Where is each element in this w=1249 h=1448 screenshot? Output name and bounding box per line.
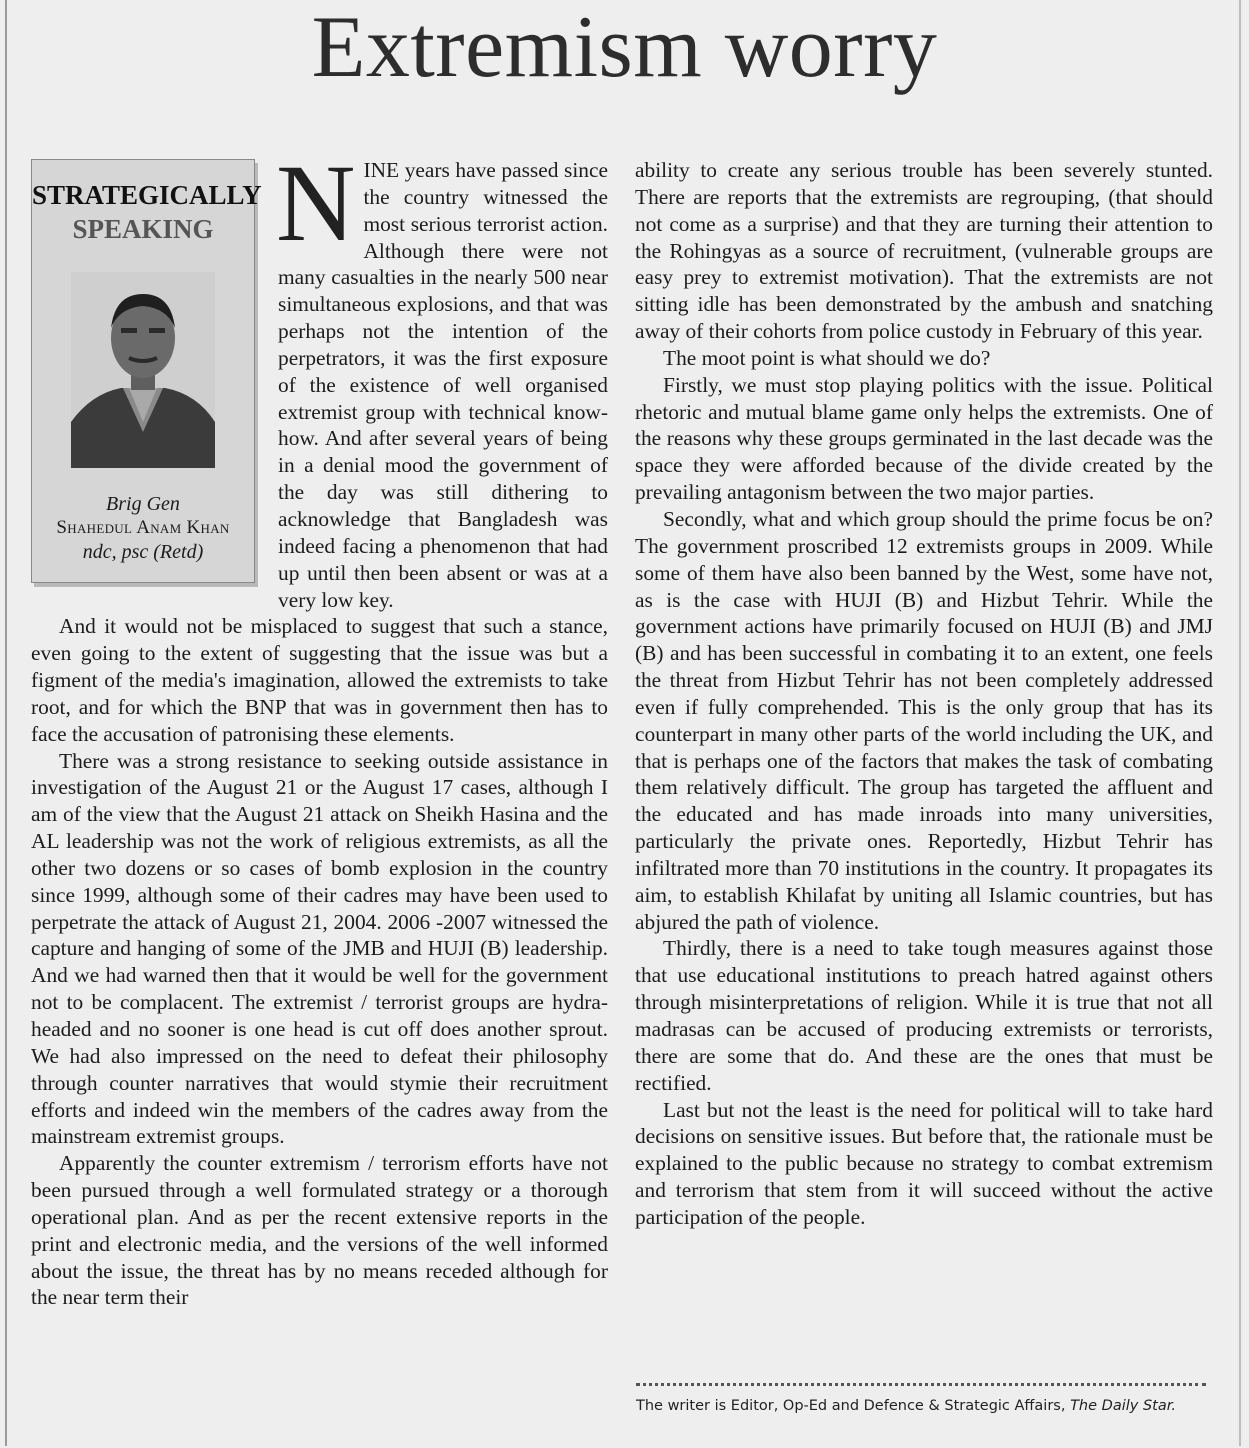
article-column-right (635, 157, 1213, 1231)
author-portrait-image (71, 272, 215, 468)
headline: Extremism worry (311, 0, 938, 96)
author-block (32, 492, 254, 564)
author-qualifications: ndc, psc (Retd) (82, 541, 204, 563)
author-rank: Brig Gen (106, 493, 180, 515)
column-name (32, 178, 262, 246)
column-name-line1: STRATEGICALLY (32, 180, 262, 210)
paragraph-4-continued: ability to create any serious trouble has been severely stunted. There are reports that the extremists are regrouping, (that should not come as a surprise) and that they are turning their attention to the Rohingyas as a source of recruitment, (vulnerable groups are easy prey to extremist motivation). That the extremists are not sitting idle has been demonstrated by the ambush and snatching away of their cohorts from police custody in February of this year. (635, 158, 1213, 344)
article-column-left (31, 142, 608, 1311)
writer-note-text: The writer is Editor, Op-Ed and Defence & Strategic Affairs, (636, 1398, 1066, 1414)
footer-dotted-divider (636, 1383, 1206, 1386)
paragraph-8: Thirdly, there is a need to take tough measures against those that use educational institutions to preach hatred against others through misinterpretations of religion. While it is true that not all madrasas can be accused of producing extremists or terrorists, there are some that do. And these are the ones that must be rectified. (635, 936, 1213, 1095)
paragraph-3: There was a strong resistance to seeking outside assistance in investigation of the August 21 or the August 17 cases, although I am of the view that the August 21 attack on Sheikh Hasina and the AL leadership was not the work of religious extremists, as all the other two dozens or so cases of bomb explosion in the country since 1999, although some of their cadres may have been used to perpetrate the attack of August 21, 2004. 2006 -2007 witnessed the capture and hanging of some of the JMB and HUJI (B) leadership. And we had warned then that it would be well for the government not to be complacent. The extremist / terrorist groups are hydra-headed and no sooner is one head is cut off does another sprout. We had also impressed on the need to defeat their philosophy through counter narratives that would stymie their recruitment efforts and indeed win the members of the cadres away from the mainstream extremist groups. (31, 748, 608, 1149)
paragraph-9: Last but not the least is the need for political will to take hard decisions on sensitive issues. But before that, the rationale must be explained to the public because no strategy to combat extremism and terrorism that stem from it will succeed without the active participation of the people. (635, 1097, 1213, 1229)
paragraph-1-text: INE years have passed since the country witnessed the most serious terrorist action. Although there were not many casualties in the nearly 500 near simultaneous explosions, and that was perhaps not the intention of the perpetrators, it was the first exposure of the existence of well organised extremist group with technical know-how. And after several years of being in a denial mood the government of the day was still dithering to acknowledge that Bangladesh was indeed facing a phenomenon that had up until then been absent or was at a very low key. (278, 158, 608, 612)
publication-name: The Daily Star. (1070, 1398, 1176, 1414)
writer-note (636, 1396, 1216, 1416)
author-name: Shahedul Anam Khan (56, 517, 230, 538)
paragraph-2: And it would not be misplaced to suggest that such a stance, even going to the extent of suggesting that the issue was but a figment of the media's imagination, allowed the extremists to take root, and for which the BNP that was in government then has to face the accusation of patronising these elements. (31, 614, 608, 746)
paragraph-7: Secondly, what and which group should the prime focus be on? The government proscribed 12 extremists groups in 2009. While some of them have also been banned by the West, some have not, as is the case with HUJI (B) and Hizbut Tehrir. While the government actions have primarily focused on HUJI (B) and JMJ (B) and has been successful in combating it to an extent, one feels the threat from Hizbut Tehrir has not been completely addressed even if fully comprehended. This is the only group that has its counterpart in many other parts of the world including the UK, and that is perhaps one of the factors that makes the task of combating them relatively difficult. The group has targeted the affluent and the educated and has made inroads into many universities, particularly the private ones. Reportedly, Hizbut Tehrir has infiltrated more than 70 institutions in the country. It propagates its aim, to establish Khilafat by uniting all Islamic countries, but has abjured the path of violence. (635, 506, 1213, 934)
author-photo (71, 272, 215, 468)
paragraph-5: The moot point is what should we do? (663, 345, 991, 370)
paragraph-4: Apparently the counter extremism / terrorism efforts have not been pursued through a well formulated strategy or a thorough operational plan. And as per the recent extensive reports in the print and electronic media, and the versions of the well informed about the issue, the threat has by no means receded although for the near term their (31, 1151, 608, 1310)
column-name-line2: SPEAKING (72, 214, 214, 244)
drop-cap: N (276, 142, 356, 264)
paragraph-6: Firstly, we must stop playing politics with the issue. Political rhetoric and mutual blame game only helps the extremists. One of the reasons why these groups germinated in the last decade was the space they were afforded because of the divide created by the prevailing antagonism between the two major parties. (635, 372, 1213, 505)
byline-box (31, 159, 262, 583)
